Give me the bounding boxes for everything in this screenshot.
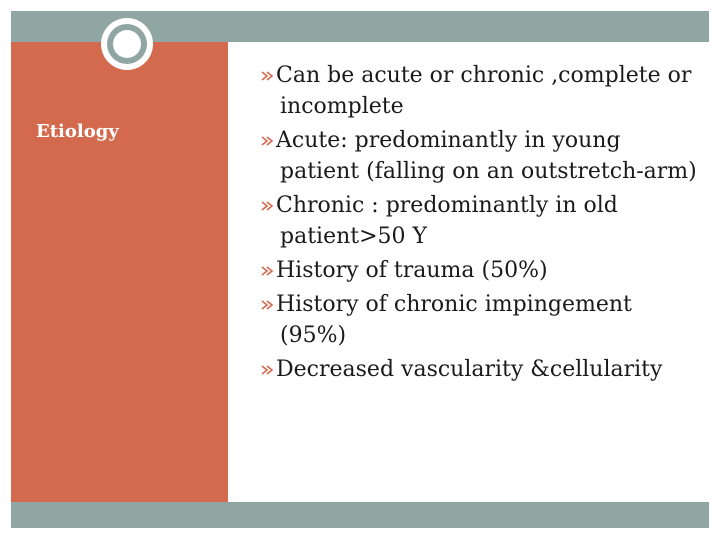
bullet-term: Acute	[276, 128, 341, 153]
decorative-circle-center	[113, 30, 141, 58]
side-panel	[11, 42, 228, 502]
bullet-icon	[258, 354, 274, 385]
bullet-item	[258, 255, 698, 286]
bullet-text: Can be acute or chronic ,complete or incomplete	[276, 63, 692, 119]
bullet-text: : predominantly in old patient>50 Y	[280, 193, 618, 249]
bullet-icon	[258, 255, 274, 286]
bullet-text: History of chronic impingement (95%)	[276, 292, 632, 348]
bullet-item	[258, 190, 698, 252]
bullet-text: : predominantly in young patient (falling on an outstretch-arm)	[280, 128, 697, 184]
bullet-item	[258, 60, 698, 122]
bullet-term: Chronic	[276, 193, 372, 218]
slide-title: Etiology	[36, 121, 119, 142]
bullet-icon	[258, 190, 274, 221]
bullet-icon	[258, 289, 274, 320]
bullet-text: History of trauma (50%)	[276, 258, 548, 283]
bullet-icon	[258, 60, 274, 91]
bullet-item	[258, 289, 698, 351]
bullet-item	[258, 354, 698, 385]
bullet-list	[258, 60, 698, 388]
bullet-text: Decreased vascularity &cellularity	[276, 357, 663, 382]
bullet-icon	[258, 125, 274, 156]
bullet-item	[258, 125, 698, 187]
bottom-bar	[11, 502, 709, 528]
